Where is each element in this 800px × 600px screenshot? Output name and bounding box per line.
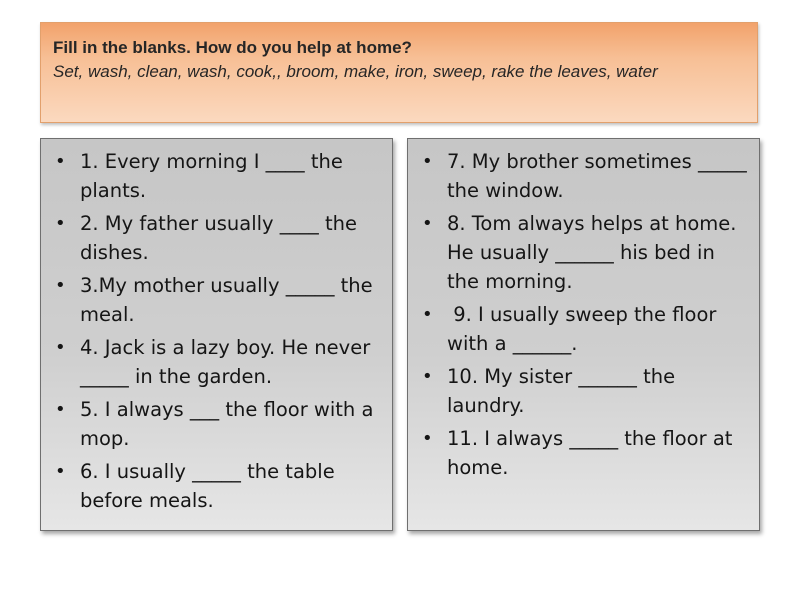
left-exercise-panel xyxy=(40,138,393,531)
exercise-item-4 xyxy=(53,333,384,391)
bullet-icon: • xyxy=(55,461,66,482)
exercise-item-text: 1. Every morning I ____ the plants. xyxy=(80,150,350,202)
exercise-item-text: 5. I always ___ the floor with a mop. xyxy=(80,398,380,450)
right-exercise-panel xyxy=(407,138,760,531)
exercise-item-text: 3.My mother usually _____ the meal. xyxy=(80,274,379,326)
bullet-icon: • xyxy=(422,428,433,449)
exercise-item-text: 4. Jack is a lazy boy. He never _____ in the garden. xyxy=(80,336,377,388)
exercise-item-2 xyxy=(53,209,384,267)
bullet-icon: • xyxy=(55,337,66,358)
exercise-item-8 xyxy=(420,209,751,296)
bullet-icon: • xyxy=(55,213,66,234)
bullet-icon: • xyxy=(55,275,66,296)
word-bank: Set, wash, clean, wash, cook,, broom, make, iron, sweep, rake the leaves, water xyxy=(53,62,658,81)
exercise-item-text: 10. My sister ______ the laundry. xyxy=(447,365,682,417)
instructions-title: Fill in the blanks. How do you help at home? xyxy=(53,38,412,57)
bullet-icon: • xyxy=(422,151,433,172)
exercise-item-1 xyxy=(53,147,384,205)
exercise-item-9 xyxy=(420,300,751,358)
exercise-item-11 xyxy=(420,424,751,482)
exercise-item-text: 8. Tom always helps at home. He usually ______ his bed in the morning. xyxy=(447,212,743,293)
exercise-item-5 xyxy=(53,395,384,453)
exercise-item-text: 2. My father usually ____ the dishes. xyxy=(80,212,364,264)
right-exercise-list xyxy=(420,147,751,482)
left-exercise-list xyxy=(53,147,384,515)
exercise-item-7 xyxy=(420,147,751,205)
exercise-item-text: 6. I usually _____ the table before meals. xyxy=(80,460,341,512)
bullet-icon: • xyxy=(55,399,66,420)
exercise-item-6 xyxy=(53,457,384,515)
bullet-icon: • xyxy=(422,366,433,387)
bullet-icon: • xyxy=(422,213,433,234)
exercise-item-text: 7. My brother sometimes _____ the window. xyxy=(447,150,753,202)
bullet-icon: • xyxy=(422,304,433,325)
exercise-item-10 xyxy=(420,362,751,420)
exercise-item-3 xyxy=(53,271,384,329)
instructions-box xyxy=(40,22,758,123)
exercise-item-text: 11. I always _____ the floor at home. xyxy=(447,427,739,479)
bullet-icon: • xyxy=(55,151,66,172)
exercise-item-text: 9. I usually sweep the floor with a ______. xyxy=(447,303,723,355)
